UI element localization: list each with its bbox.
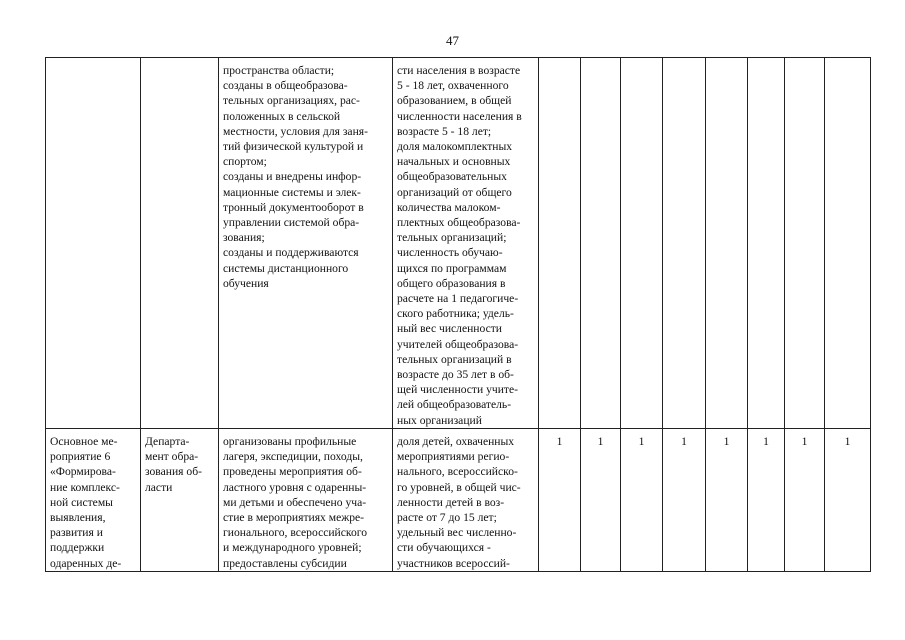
cell-text-line: сти населения в возрасте: [397, 64, 521, 77]
cell-text-line: Основное ме-: [50, 435, 118, 448]
cell-text-line: мероприятиями регио-: [397, 450, 510, 464]
cell-text-line: «Формирова-: [50, 465, 116, 479]
program-table: [45, 57, 871, 572]
cell-text-line: местности, условия для заня-: [223, 124, 368, 138]
cell-text-line: 5 - 18 лет, охваченного: [397, 79, 509, 93]
cell-text-line: управлении системой обра-: [223, 216, 360, 230]
cell-text-line: роприятие 6: [50, 450, 111, 464]
cell-text-line: организованы профильные: [223, 435, 357, 448]
cell-text-line: стие в мероприятиях межре-: [223, 511, 365, 525]
cell-text-line: возрасте 5 - 18 лет;: [397, 124, 492, 138]
cell-text-line: предоставлены субсидии: [223, 556, 347, 570]
cell-text-line: количества малоком-: [397, 200, 501, 214]
cell-text-line: тельных организаций;: [397, 231, 507, 245]
cell-text-line: мент обра-: [145, 450, 199, 464]
cell-text-line: поддержки: [50, 541, 105, 555]
value-cell: 1: [825, 429, 871, 572]
cell-text-line: расчете на 1 педагогиче-: [397, 292, 519, 306]
cell-text-line: ленности детей в воз-: [397, 495, 505, 509]
cell-text-line: плектных общеобразова-: [397, 216, 521, 230]
value-cell: [785, 58, 825, 429]
cell-text-line: го уровней, в общей чис-: [397, 480, 521, 494]
cell-text-line: Департа-: [145, 435, 190, 448]
executor-cell: [141, 58, 219, 429]
event-cell: [46, 429, 141, 572]
cell-text-line: численности населения в: [397, 109, 522, 123]
cell-text-line: созданы и поддерживаются: [223, 246, 359, 260]
cell-text-line: доля детей, охваченных: [397, 435, 515, 448]
executor-cell: [141, 429, 219, 572]
cell-text-line: ной системы: [50, 495, 113, 509]
cell-text-line: ние комплекс-: [50, 480, 120, 494]
cell-text-line: ных организаций: [397, 413, 482, 427]
value-cell: 1: [706, 429, 748, 572]
cell-text-line: выявления,: [50, 511, 106, 525]
cell-text-line: положенных в сельской: [223, 109, 341, 123]
cell-text-line: лагеря, экспедиции, походы,: [223, 450, 363, 464]
value-cell: [621, 58, 663, 429]
indicators-cell: [393, 58, 539, 429]
cell-text-line: сти обучающихся -: [397, 541, 491, 555]
cell-text-line: зования об-: [145, 465, 202, 479]
cell-text-line: щей численности учите-: [397, 383, 519, 397]
cell-text-line: возрасте до 35 лет в об-: [397, 368, 514, 382]
results-cell: [219, 58, 393, 429]
cell-text-line: тий физической культурой и: [223, 140, 364, 154]
cell-text-line: ластного уровня с одаренны-: [223, 480, 367, 494]
cell-text-line: нального, всероссийско-: [397, 465, 518, 479]
value-cell: 1: [785, 429, 825, 572]
cell-text-line: пространства области;: [223, 64, 335, 77]
cell-text-line: щихся по программам: [397, 261, 507, 275]
cell-text-line: спортом;: [223, 155, 267, 169]
value-cell: [581, 58, 621, 429]
results-cell: [219, 429, 393, 572]
value-cell: [663, 58, 706, 429]
cell-text-line: ского работника; удель-: [397, 307, 514, 321]
indicators-cell: [393, 429, 539, 572]
table-row-continuation: [46, 58, 871, 429]
cell-text-line: удельный вес численно-: [397, 526, 517, 540]
cell-text-line: численность обучаю-: [397, 246, 503, 260]
event-cell: [46, 58, 141, 429]
cell-text-line: расте от 7 до 15 лет;: [397, 511, 497, 525]
value-cell: 1: [663, 429, 706, 572]
cell-text-line: обучения: [223, 276, 269, 290]
value-cell: [539, 58, 581, 429]
cell-text-line: учителей общеобразова-: [397, 337, 519, 351]
cell-text-line: гионального, всероссийского: [223, 526, 368, 540]
value-cell: 1: [748, 429, 785, 572]
cell-text-line: тронный документооборот в: [223, 200, 364, 214]
cell-text-line: образованием, в общей: [397, 94, 512, 108]
cell-text-line: созданы и внедрены инфор-: [223, 170, 362, 184]
cell-text-line: тельных организациях, рас-: [223, 94, 360, 108]
cell-text-line: развития и: [50, 526, 103, 540]
cell-text-line: зования;: [223, 231, 265, 245]
value-cell: [748, 58, 785, 429]
value-cell: [825, 58, 871, 429]
value-cell: 1: [621, 429, 663, 572]
cell-text-line: лей общеобразователь-: [397, 398, 512, 412]
cell-text-line: системы дистанционного: [223, 261, 349, 275]
value-cell: 1: [581, 429, 621, 572]
cell-text-line: созданы в общеобразова-: [223, 79, 348, 93]
cell-text-line: организаций от общего: [397, 185, 512, 199]
cell-text-line: начальных и основных: [397, 155, 511, 169]
cell-text-line: доля малокомплектных: [397, 140, 513, 154]
cell-text-line: ласти: [145, 480, 173, 494]
cell-text-line: мационные системы и элек-: [223, 185, 361, 199]
cell-text-line: участников всероссий-: [397, 556, 510, 570]
cell-text-line: и международного уровней;: [223, 541, 362, 555]
cell-text-line: одаренных де-: [50, 556, 122, 570]
value-cell: [706, 58, 748, 429]
cell-text-line: ный вес численности: [397, 322, 503, 336]
cell-text-line: проведены мероприятия об-: [223, 465, 362, 479]
table-row-main-event-6: [46, 429, 871, 572]
cell-text-line: ми детьми и обеспечено уча-: [223, 495, 367, 509]
cell-text-line: общеобразовательных: [397, 170, 507, 184]
cell-text-line: тельных организаций в: [397, 352, 512, 366]
value-cell: 1: [539, 429, 581, 572]
cell-text-line: общего образования в: [397, 276, 506, 290]
page-number: 47: [446, 33, 459, 48]
